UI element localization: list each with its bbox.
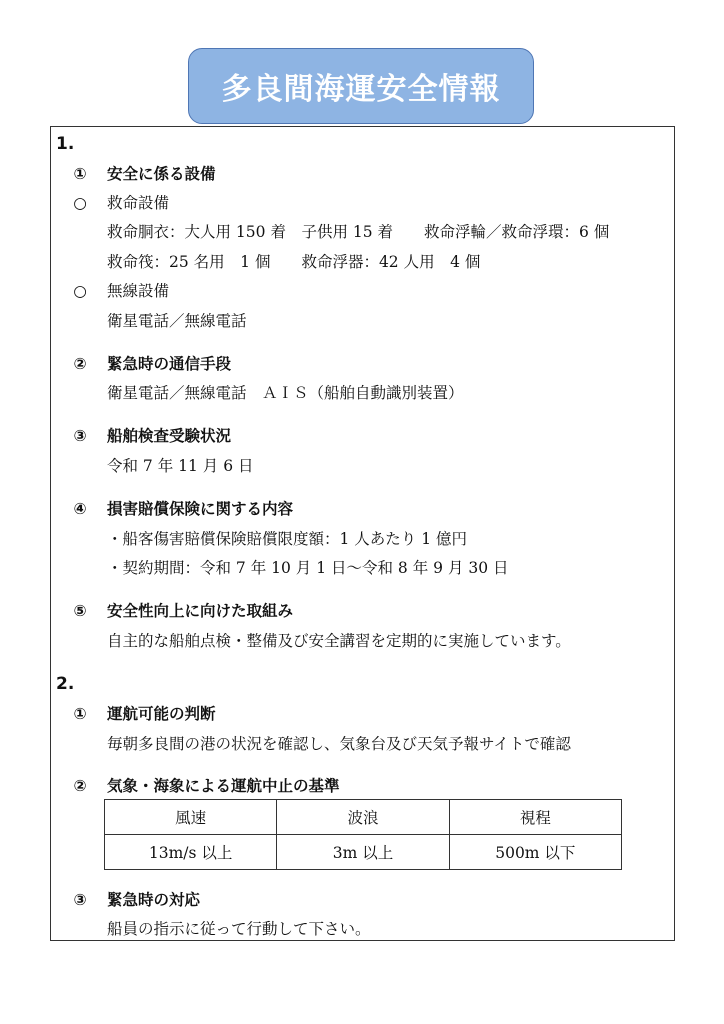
radio-heading: 無線設備 <box>107 282 170 300</box>
s1-item2-heading: 緊急時の通信手段 <box>107 355 232 373</box>
lifesaving-heading: 救命設備 <box>107 194 170 212</box>
value-visibility: 500m 以下 <box>449 835 621 870</box>
s2-item1-heading: 運航可能の判断 <box>107 705 216 723</box>
s1-item3-marker: ③ <box>73 427 87 445</box>
header-visibility: 視程 <box>449 800 621 835</box>
table-row <box>105 835 622 870</box>
value-wind-speed: 13m/s 以上 <box>105 835 277 870</box>
s1-item4-line-1: ・船客傷害賠償保険賠償限度額：1 人あたり 1 億円 <box>107 530 468 548</box>
s1-item1-marker: ① <box>73 165 87 183</box>
radio-line-1: 衛星電話／無線電話 <box>107 312 247 330</box>
value-waves: 3m 以上 <box>277 835 449 870</box>
s1-item1-heading: 安全に係る設備 <box>107 165 216 183</box>
s1-item2-text: 衛星電話／無線電話 ＡＩＳ（船舶自動識別装置） <box>107 384 464 402</box>
s2-item2-heading: 気象・海象による運航中止の基準 <box>107 777 340 795</box>
header-waves: 波浪 <box>277 800 449 835</box>
s1-item5-text: 自主的な船舶点検・整備及び安全講習を定期的に実施しています。 <box>107 632 571 650</box>
table-header-row <box>105 800 622 835</box>
s1-item2-marker: ② <box>73 355 87 373</box>
s2-item2-marker: ② <box>73 777 87 795</box>
section-2-number: 2. <box>56 674 75 694</box>
s1-item5-heading: 安全性向上に向けた取組み <box>107 602 294 620</box>
suspension-criteria-table <box>104 799 622 870</box>
s2-item1-text: 毎朝多良間の港の状況を確認し、気象台及び天気予報サイトで確認 <box>107 735 571 753</box>
lifesaving-bullet: ○ <box>73 194 87 212</box>
s2-item3-text: 船員の指示に従って行動して下さい。 <box>107 920 371 938</box>
s1-item4-marker: ④ <box>73 500 87 518</box>
s2-item3-heading: 緊急時の対応 <box>107 891 201 909</box>
section-1-number: 1. <box>56 134 75 154</box>
header-wind-speed: 風速 <box>105 800 277 835</box>
s2-item1-marker: ① <box>73 705 87 723</box>
s1-item5-marker: ⑤ <box>73 602 87 620</box>
s1-item4-heading: 損害賠償保険に関する内容 <box>107 500 294 518</box>
radio-bullet: ○ <box>73 282 87 300</box>
s1-item3-heading: 船舶検査受験状況 <box>107 427 232 445</box>
lifesaving-line-2: 救命筏：25 名用 1 個 救命浮器：42 人用 4 個 <box>107 253 481 271</box>
s1-item4-line-2: ・契約期間：令和 7 年 10 月 1 日～令和 8 年 9 月 30 日 <box>107 559 509 577</box>
title-banner <box>188 48 534 124</box>
s2-item3-marker: ③ <box>73 891 87 909</box>
page-title: 多良間海運安全情報 <box>221 72 501 107</box>
s1-item3-text: 令和 7 年 11 月 6 日 <box>107 457 254 475</box>
lifesaving-line-1: 救命胴衣：大人用 150 着 子供用 15 着 救命浮輪／救命浮環：6 個 <box>107 223 610 241</box>
